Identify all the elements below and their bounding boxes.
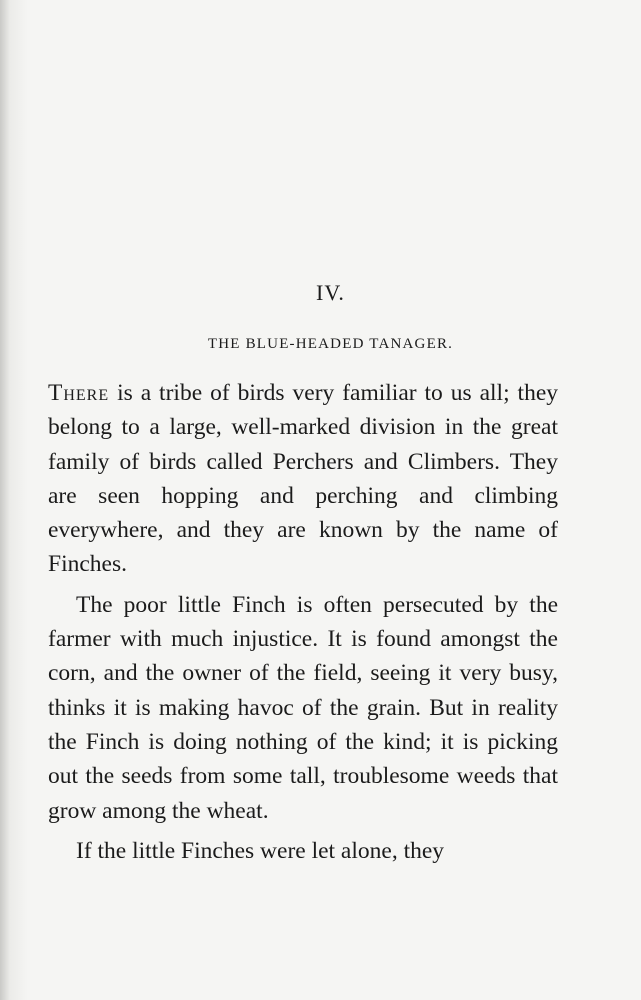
body-text	[48, 376, 558, 874]
paragraph-3	[48, 834, 558, 868]
paragraph-2	[48, 588, 558, 828]
paragraph-text: is a tribe of birds very familiar to us all; they belong to a large, well-marked division in the great family of birds called Perchers and Climbers. They are seen hopping and perching and climbing everywhere, and they are known by the name of Finches.	[48, 380, 558, 578]
paragraph-1	[48, 376, 558, 582]
paragraph-text: The poor little Finch is often persecuted by the farmer with much injustice. It is found amongst the corn, and the owner of the field, seeing it very busy, thinks it is making havoc of the grain. But in reality the Finch is doing nothing of the kind; it is picking out the seeds from some tall, troublesome weeds that grow among the wheat.	[48, 591, 558, 824]
chapter-title: THE BLUE-HEADED TANAGER.	[207, 336, 454, 352]
paragraph-lead-word: There	[48, 380, 110, 406]
chapter-number: IV.	[316, 280, 345, 305]
paragraph-text: If the little Finches were let alone, they	[76, 837, 445, 864]
